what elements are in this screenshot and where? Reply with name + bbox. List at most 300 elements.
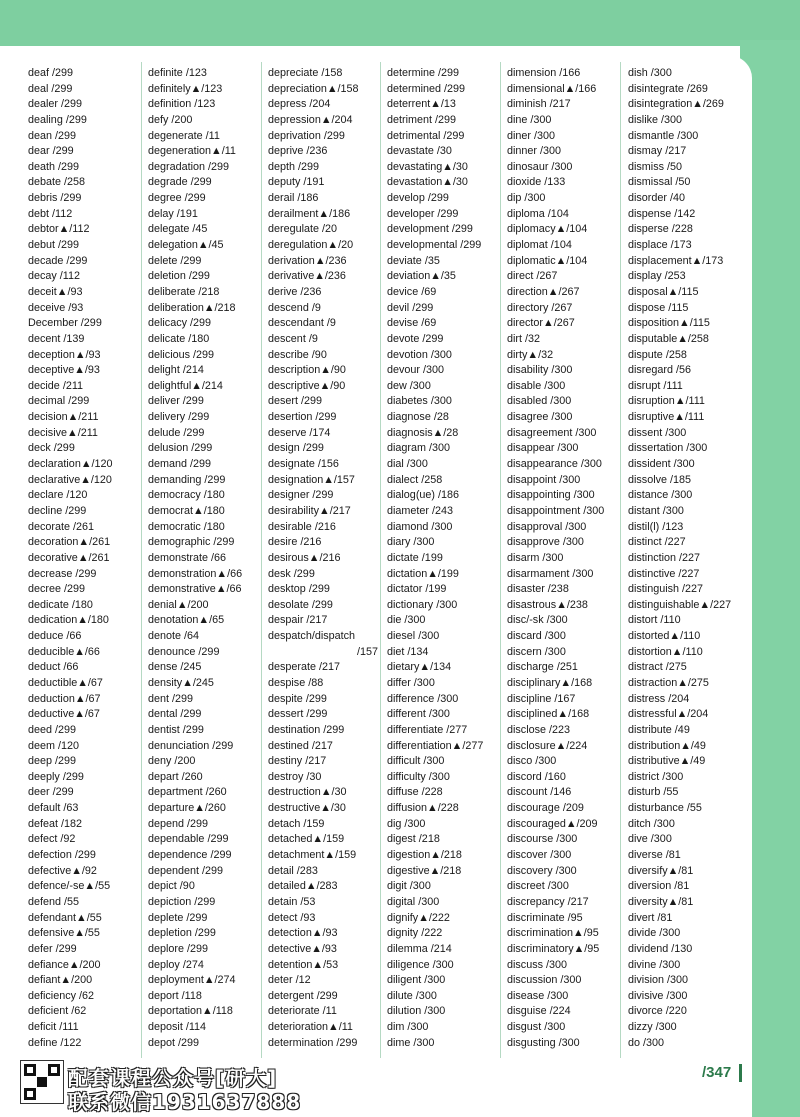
index-entry: devastating▲/30 <box>387 160 468 173</box>
index-entry: deter /12 <box>268 974 311 987</box>
index-entry: decrease /299 <box>28 567 97 580</box>
index-entry: desirous▲/216 <box>268 551 341 564</box>
index-entry: diagnosis▲/28 <box>387 426 459 439</box>
index-entry: deprive /236 <box>268 145 328 158</box>
index-entry: different /300 <box>387 708 450 721</box>
index-entry: disable /300 <box>507 379 566 392</box>
index-entry: dig /300 <box>387 817 426 830</box>
index-entry: designation▲/157 <box>268 473 355 486</box>
index-entry: dissertation /300 <box>628 442 708 455</box>
index-entry: deployment▲/274 <box>148 974 236 987</box>
page-number: /347 <box>702 1064 732 1081</box>
index-entry: defend /55 <box>28 895 80 908</box>
index-entry: dentist /299 <box>148 723 204 736</box>
index-entry: deliberation▲/218 <box>148 301 236 314</box>
index-entry: depletion /299 <box>148 927 216 940</box>
index-entry: deaf /299 <box>28 67 74 79</box>
index-entry: dictate /199 <box>387 551 443 564</box>
index-entry: delicate /180 <box>148 332 210 345</box>
index-entry: discrepancy /217 <box>507 895 589 908</box>
index-entry: disagree /300 <box>507 411 573 424</box>
index-entry: degradation /299 <box>148 160 230 173</box>
index-entry: distinct /227 <box>628 536 686 549</box>
index-entry: destroy /30 <box>268 770 322 783</box>
index-entry: deeply /299 <box>28 770 84 783</box>
index-entry: digital /300 <box>387 895 440 908</box>
index-entry: detection▲/93 <box>268 927 338 940</box>
index-entry: discard /300 <box>507 630 566 643</box>
index-entry: discourse /300 <box>507 833 578 846</box>
index-entry: deficient /62 <box>28 1005 87 1018</box>
index-entry: discouraged▲/209 <box>507 817 598 830</box>
index-entry: disregard /56 <box>628 364 692 377</box>
index-entry: deregulate /20 <box>268 223 338 236</box>
index-entry: dispute /258 <box>628 348 687 361</box>
index-entry: defiance▲/200 <box>28 958 101 971</box>
index-entry: diabetes /300 <box>387 395 452 408</box>
index-entry: deletion /299 <box>148 270 210 283</box>
index-entry: degenerate /11 <box>148 129 220 142</box>
index-entry: department /260 <box>148 786 227 799</box>
index-entry: develop /299 <box>387 192 449 205</box>
index-entry: demonstration▲/66 <box>148 567 243 580</box>
index-entry: deceptive▲/93 <box>28 364 100 377</box>
index-entry: diversion /81 <box>628 880 690 893</box>
index-entry: deny /200 <box>148 755 196 768</box>
index-entry: defect /92 <box>28 833 76 846</box>
index-entry: dispose /115 <box>628 301 689 314</box>
index-entry: disciplinary▲/168 <box>507 676 593 689</box>
index-entry: dissent /300 <box>628 426 687 439</box>
index-entry: dish /300 <box>628 67 672 79</box>
index-entry: digestion▲/218 <box>387 849 462 862</box>
index-entry: digest /218 <box>387 833 440 846</box>
index-entry: dissolve /185 <box>628 473 692 486</box>
index-entry: dip /300 <box>507 192 546 205</box>
index-entry: disclose /223 <box>507 723 571 736</box>
index-entry: dignify▲/222 <box>387 911 450 924</box>
index-entry: distressful▲/204 <box>628 708 709 721</box>
index-entry: depress /204 <box>268 98 331 111</box>
index-entry: despise /88 <box>268 676 324 689</box>
index-entry: diffusion▲/228 <box>387 802 459 815</box>
index-entry: disarmament /300 <box>507 567 594 580</box>
index-entry: deduction▲/67 <box>28 692 101 705</box>
index-entry: deserve /174 <box>268 426 331 439</box>
index-entry: distribution▲/49 <box>628 739 706 752</box>
index-entry: devote /299 <box>387 332 444 345</box>
index-entry: descendant /9 <box>268 317 336 330</box>
index-entry: discrimination▲/95 <box>507 927 599 940</box>
index-entry: delay /191 <box>148 207 198 220</box>
index-entry: distress /204 <box>628 692 690 705</box>
index-entry: dedicate /180 <box>28 598 93 611</box>
index-entry: depreciation▲/158 <box>268 82 359 95</box>
index-entry: die /300 <box>387 614 426 627</box>
index-entry: derivation▲/236 <box>268 254 347 267</box>
index-entry: dirt /32 <box>507 332 541 345</box>
index-entry: dive /300 <box>628 833 672 846</box>
index-entry: dental /299 <box>148 708 202 721</box>
index-entry: disturbance /55 <box>628 802 702 815</box>
index-entry: despite /299 <box>268 692 327 705</box>
index-entry: deceit▲/93 <box>28 285 83 298</box>
index-entry: diagnose /28 <box>387 411 449 424</box>
index-entry: degrade /299 <box>148 176 212 189</box>
index-entry: divert /81 <box>628 911 673 924</box>
index-entry: denunciation /299 <box>148 739 234 752</box>
index-entry: dine /300 <box>507 113 552 126</box>
index-entry: dinosaur /300 <box>507 160 573 173</box>
index-entry: deplore /299 <box>148 942 209 955</box>
index-entry: dictionary /300 <box>387 598 458 611</box>
index-entry: detrimental /299 <box>387 129 465 142</box>
index-entry: developmental /299 <box>387 239 482 252</box>
index-entry: discriminate /95 <box>507 911 583 924</box>
index-entry: /157 <box>356 645 378 658</box>
index-entry: distinguishable▲/227 <box>628 598 732 611</box>
index-entry: dinner /300 <box>507 145 562 158</box>
index-entry: delusion /299 <box>148 442 213 455</box>
index-entry: discover /300 <box>507 849 572 862</box>
index-entry: disgusting /300 <box>507 1036 580 1049</box>
index-entry: disruption▲/111 <box>628 395 705 408</box>
index-entry: deck /299 <box>28 442 75 455</box>
index-entry: discharge /251 <box>507 661 578 674</box>
index-entry: dictation▲/199 <box>387 567 459 580</box>
index-entry: default /63 <box>28 802 79 815</box>
index-entry: ditch /300 <box>628 817 675 830</box>
index-entry: dimensional▲/166 <box>507 82 597 95</box>
watermark-line-2: 联系微信1931637888 <box>68 1090 302 1114</box>
index-entry: deduce /66 <box>28 630 82 643</box>
index-entry: disgust /300 <box>507 1021 566 1034</box>
index-entry: divisive /300 <box>628 989 688 1002</box>
index-entry: dialect /258 <box>387 473 443 486</box>
index-entry: distance /300 <box>628 489 693 502</box>
index-entry: disappear /300 <box>507 442 579 455</box>
index-entry: delivery /299 <box>148 411 210 424</box>
index-entry: defer /299 <box>28 942 77 955</box>
index-entry: deem /120 <box>28 739 80 752</box>
index-entry: diet /134 <box>387 645 429 658</box>
index-entry: decide /211 <box>28 379 84 392</box>
index-entry: devil /299 <box>387 301 434 314</box>
index-entry: declare /120 <box>28 489 88 502</box>
index-entry: desert /299 <box>268 395 323 408</box>
index-entry: disperse /228 <box>628 223 693 236</box>
index-entry: distributive▲/49 <box>628 755 706 768</box>
index-entry: disclosure▲/224 <box>507 739 588 752</box>
index-entry: despatch/dispatch <box>268 630 356 643</box>
index-column-6 <box>628 66 744 1051</box>
index-entry: deplete /299 <box>148 911 208 924</box>
index-entry: December /299 <box>28 317 102 330</box>
index-entry: diffuse /228 <box>387 786 443 799</box>
index-entry: denotation▲/65 <box>148 614 225 627</box>
index-entry: demographic /299 <box>148 536 235 549</box>
index-entry: decision▲/211 <box>28 411 99 424</box>
index-entry: detailed▲/283 <box>268 880 338 893</box>
index-entry: dismay /217 <box>628 145 687 158</box>
index-entry: deploy /274 <box>148 958 204 971</box>
index-entry: diary /300 <box>387 536 435 549</box>
index-entry: diplomacy▲/104 <box>507 223 588 236</box>
index-entry: delicious /299 <box>148 348 215 361</box>
index-entry: desire /216 <box>268 536 322 549</box>
index-entry: detention▲/53 <box>268 958 339 971</box>
index-entry: dismiss /50 <box>628 160 683 173</box>
index-entry: distant /300 <box>628 504 684 517</box>
index-column-2 <box>148 66 264 1051</box>
index-entry: distortion▲/110 <box>628 645 703 658</box>
index-entry: depot /299 <box>148 1036 200 1049</box>
index-entry: discussion /300 <box>507 974 582 987</box>
index-entry: detach /159 <box>268 817 325 830</box>
index-entry: display /253 <box>628 270 686 283</box>
index-entry: disposition▲/115 <box>628 317 710 330</box>
index-entry: deductible▲/67 <box>28 676 103 689</box>
index-entry: differentiate /277 <box>387 723 468 736</box>
index-entry: devour /300 <box>387 364 445 377</box>
index-entry: descend /9 <box>268 301 321 314</box>
index-entry: dismissal /50 <box>628 176 691 189</box>
index-entry: dislike /300 <box>628 113 683 126</box>
index-entry: diligence /300 <box>387 958 454 971</box>
index-entry: disappointment /300 <box>507 504 605 517</box>
index-entry: denote /64 <box>148 630 200 643</box>
index-entry: derail /186 <box>268 192 319 205</box>
index-entry: deposit /114 <box>148 1021 207 1034</box>
index-entry: declarative▲/120 <box>28 473 112 486</box>
index-entry: disapproval /300 <box>507 520 587 533</box>
index-entry: democracy /180 <box>148 489 225 502</box>
index-entry: differ /300 <box>387 676 435 689</box>
index-column-1 <box>28 66 144 1051</box>
index-entry: deregulation▲/20 <box>268 239 354 252</box>
index-entry: derailment▲/186 <box>268 207 351 220</box>
index-entry: death /299 <box>28 160 80 173</box>
index-entry: disciplined▲/168 <box>507 708 590 721</box>
index-entry: debut /299 <box>28 239 80 252</box>
index-entry: demonstrate /66 <box>148 551 227 564</box>
index-entry: diner /300 <box>507 129 556 142</box>
index-entry: disposal▲/115 <box>628 285 699 298</box>
index-entry: democrat▲/180 <box>148 504 225 517</box>
index-entry: development /299 <box>387 223 473 236</box>
index-entry: distribute /49 <box>628 723 690 736</box>
index-entry: deficit /111 <box>28 1021 79 1034</box>
index-entry: discovery /300 <box>507 864 577 877</box>
index-entry: do /300 <box>628 1036 665 1049</box>
index-column-4 <box>387 66 503 1051</box>
index-entry: dependent /299 <box>148 864 224 877</box>
index-entry: disguise /224 <box>507 1005 571 1018</box>
index-entry: dew /300 <box>387 379 431 392</box>
index-entry: devotion /300 <box>387 348 452 361</box>
index-entry: dedication▲/180 <box>28 614 109 627</box>
index-entry: dialog(ue) /186 <box>387 489 460 502</box>
index-entry: deer /299 <box>28 786 74 799</box>
index-entry: density▲/245 <box>148 676 214 689</box>
index-entry: descriptive▲/90 <box>268 379 346 392</box>
top-decorative-band <box>0 0 800 60</box>
index-entry: desperate /217 <box>268 661 341 674</box>
index-entry: detail /283 <box>268 864 318 877</box>
index-entry: discount /146 <box>507 786 572 799</box>
index-entry: difficult /300 <box>387 755 445 768</box>
index-entry: deficiency /62 <box>28 989 95 1002</box>
index-entry: destructive▲/30 <box>268 802 346 815</box>
index-entry: dent /299 <box>148 692 194 705</box>
index-entry: disruptive▲/111 <box>628 411 705 424</box>
index-entry: detergent /299 <box>268 989 338 1002</box>
index-entry: detriment /299 <box>387 113 457 126</box>
index-entry: differentiation▲/277 <box>387 739 484 752</box>
index-entry: decimal /299 <box>28 395 90 408</box>
index-entry: deprivation /299 <box>268 129 345 142</box>
index-entry: description▲/90 <box>268 364 346 377</box>
index-entry: decade /299 <box>28 254 88 267</box>
index-entry: definitely▲/123 <box>148 82 223 95</box>
index-entry: decorate /261 <box>28 520 95 533</box>
index-entry: deputy /191 <box>268 176 325 189</box>
index-entry: detached▲/159 <box>268 833 345 846</box>
index-entry: disabled /300 <box>507 395 572 408</box>
index-entry: distorted▲/110 <box>628 630 701 643</box>
index-entry: distinguish /227 <box>628 583 704 596</box>
index-entry: disturb /55 <box>628 786 679 799</box>
index-entry: disease /300 <box>507 989 569 1002</box>
index-entry: designate /156 <box>268 458 339 471</box>
index-entry: dealer /299 <box>28 98 83 111</box>
index-entry: distinctive /227 <box>628 567 700 580</box>
index-entry: disintegration▲/269 <box>628 98 724 111</box>
index-entry: deliver /299 <box>148 395 204 408</box>
index-entry: district /300 <box>628 770 684 783</box>
index-entry: dim /300 <box>387 1021 429 1034</box>
index-entry: defeat /182 <box>28 817 83 830</box>
index-entry: depreciate /158 <box>268 67 343 79</box>
index-entry: depiction /299 <box>148 895 216 908</box>
index-entry: dilute /300 <box>387 989 437 1002</box>
index-entry: disagreement /300 <box>507 426 597 439</box>
index-entry: dividend /130 <box>628 942 693 955</box>
index-entry: disaster /238 <box>507 583 569 596</box>
index-entry: discourage /209 <box>507 802 584 815</box>
index-entry: distil(l) /123 <box>628 520 684 533</box>
qr-code-icon <box>20 1060 64 1104</box>
index-entry: demanding /299 <box>148 473 226 486</box>
index-entry: diameter /243 <box>387 504 454 517</box>
index-entry: diplomatic▲/104 <box>507 254 588 267</box>
index-entry: directory /267 <box>507 301 573 314</box>
index-entry: determine /299 <box>387 67 460 79</box>
index-entry: disintegrate /269 <box>628 82 708 95</box>
index-entry: definite /123 <box>148 67 207 79</box>
index-entry: dealing /299 <box>28 113 87 126</box>
index-entry: democratic /180 <box>148 520 225 533</box>
index-entry: determination /299 <box>268 1036 358 1049</box>
index-entry: displace /173 <box>628 239 692 252</box>
index-entry: deep /299 <box>28 755 77 768</box>
index-entry: demonstrative▲/66 <box>148 583 242 596</box>
index-entry: deportation▲/118 <box>148 1005 233 1018</box>
index-entry: dissident /300 <box>628 458 695 471</box>
index-entry: decisive▲/211 <box>28 426 98 439</box>
index-entry: desolate /299 <box>268 598 333 611</box>
index-entry: deed /299 <box>28 723 77 736</box>
index-entry: director▲/267 <box>507 317 575 330</box>
index-entry: devastate /30 <box>387 145 452 158</box>
index-entry: dean /299 <box>28 129 77 142</box>
index-entry: detective▲/93 <box>268 942 337 955</box>
index-entry: detect /93 <box>268 911 316 924</box>
index-entry: decent /139 <box>28 332 85 345</box>
index-entry: deport /118 <box>148 989 202 1002</box>
index-entry: desertion /299 <box>268 411 337 424</box>
index-entry: devastation▲/30 <box>387 176 468 189</box>
index-entry: defendant▲/55 <box>28 911 102 924</box>
index-entry: deducible▲/66 <box>28 645 100 658</box>
index-entry: diamond /300 <box>387 520 453 533</box>
index-entry: destined /217 <box>268 739 333 752</box>
index-entry: delicacy /299 <box>148 317 212 330</box>
index-entry: disrupt /111 <box>628 379 683 392</box>
index-entry: designer /299 <box>268 489 334 502</box>
index-entry: delude /299 <box>148 426 205 439</box>
index-entry: developer /299 <box>387 207 459 220</box>
index-entry: dependable /299 <box>148 833 229 846</box>
index-entry: debate /258 <box>28 176 86 189</box>
index-entry: degeneration▲/11 <box>148 145 236 158</box>
index-entry: defensive▲/55 <box>28 927 100 940</box>
index-entry: desk /299 <box>268 567 315 580</box>
index-entry: delete /299 <box>148 254 202 267</box>
index-entry: deception▲/93 <box>28 348 101 361</box>
index-entry: depression▲/204 <box>268 113 353 126</box>
index-entry: degree /299 <box>148 192 206 205</box>
index-entry: discern /300 <box>507 645 566 658</box>
index-entry: decree /299 <box>28 583 86 596</box>
index-entry: delightful▲/214 <box>148 379 223 392</box>
index-entry: defence/-se▲/55 <box>28 880 111 893</box>
index-entry: disco /300 <box>507 755 557 768</box>
index-entry: dense /245 <box>148 661 202 674</box>
index-entry: disarm /300 <box>507 551 564 564</box>
index-entry: determined /299 <box>387 82 466 95</box>
index-entry: device /69 <box>387 285 437 298</box>
index-entry: discipline /167 <box>507 692 576 705</box>
index-entry: diploma /104 <box>507 207 569 220</box>
index-entry: diversity▲/81 <box>628 895 694 908</box>
index-entry: difference /300 <box>387 692 459 705</box>
index-entry: desirable /216 <box>268 520 336 533</box>
index-entry: divorce /220 <box>628 1005 687 1018</box>
index-entry: defective▲/92 <box>28 864 97 877</box>
index-entry: denounce /299 <box>148 645 220 658</box>
index-entry: dizzy /300 <box>628 1021 677 1034</box>
index-entry: dependence /299 <box>148 849 232 862</box>
index-entry: destruction▲/30 <box>268 786 347 799</box>
index-entry: delight /214 <box>148 364 204 377</box>
index-entry: digestive▲/218 <box>387 864 462 877</box>
index-entry: dirty▲/32 <box>507 348 554 361</box>
index-entry: dictator /199 <box>387 583 447 596</box>
index-entry: decline /299 <box>28 504 87 517</box>
index-entry: disorder /40 <box>628 192 686 205</box>
index-entry: dioxide /133 <box>507 176 566 189</box>
